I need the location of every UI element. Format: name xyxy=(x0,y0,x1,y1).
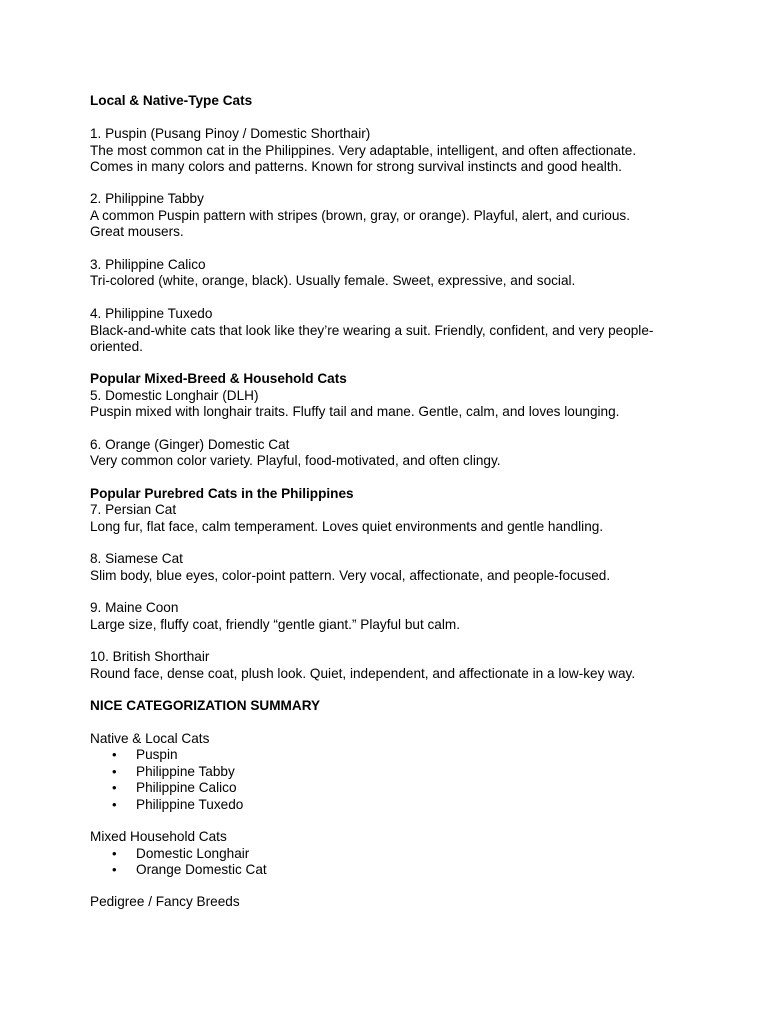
cat-title-british-shorthair: 10. British Shorthair xyxy=(90,649,210,664)
bullet-icon: • xyxy=(112,846,117,861)
cat-desc-line: A common Puspin pattern with stripes (brown, gray, or orange). Playful, alert, and curious. xyxy=(90,208,630,223)
cat-desc-line: Round face, dense coat, plush look. Quiet, independent, and affectionate in a low-key way. xyxy=(90,666,636,681)
bullet-icon: • xyxy=(112,862,117,877)
summary-list-item: Philippine Calico xyxy=(136,780,237,795)
cat-desc-line: Black-and-white cats that look like they’re wearing a suit. Friendly, confident, and very people- xyxy=(90,323,654,338)
summary-list-item: Philippine Tabby xyxy=(136,764,235,779)
section-heading-purebred: Popular Purebred Cats in the Philippines xyxy=(90,486,354,501)
summary-list-item: Orange Domestic Cat xyxy=(136,862,267,877)
cat-desc-line: Tri-colored (white, orange, black). Usually female. Sweet, expressive, and social. xyxy=(90,273,576,288)
cat-desc-line: Puspin mixed with longhair traits. Fluffy tail and mane. Gentle, calm, and loves lounging. xyxy=(90,404,620,419)
summary-list-item: Philippine Tuxedo xyxy=(136,797,244,812)
bullet-icon: • xyxy=(112,764,117,779)
cat-title-orange: 6. Orange (Ginger) Domestic Cat xyxy=(90,437,290,452)
cat-title-tabby: 2. Philippine Tabby xyxy=(90,191,204,206)
cat-title-siamese: 8. Siamese Cat xyxy=(90,551,183,566)
cat-title-persian: 7. Persian Cat xyxy=(90,502,177,517)
cat-desc-line: Very common color variety. Playful, food-motivated, and often clingy. xyxy=(90,453,501,468)
cat-desc-line: oriented. xyxy=(90,339,143,354)
cat-title-calico: 3. Philippine Calico xyxy=(90,257,206,272)
cat-desc-line: The most common cat in the Philippines. Very adaptable, intelligent, and often affectionate. xyxy=(90,143,637,158)
summary-group-label-native: Native & Local Cats xyxy=(90,731,210,746)
bullet-icon: • xyxy=(112,797,117,812)
cat-desc-line: Comes in many colors and patterns. Known for strong survival instincts and good health. xyxy=(90,159,622,174)
cat-title-puspin: 1. Puspin (Pusang Pinoy / Domestic Shorthair) xyxy=(90,126,371,141)
cat-desc-line: Large size, fluffy coat, friendly “gentle giant.” Playful but calm. xyxy=(90,617,460,632)
cat-title-maine-coon: 9. Maine Coon xyxy=(90,600,179,615)
cat-desc-line: Great mousers. xyxy=(90,224,184,239)
bullet-icon: • xyxy=(112,780,117,795)
cat-title-longhair: 5. Domestic Longhair (DLH) xyxy=(90,388,259,403)
bullet-icon: • xyxy=(112,747,117,762)
cat-desc-line: Slim body, blue eyes, color-point pattern. Very vocal, affectionate, and people-focused. xyxy=(90,568,611,583)
section-heading-mixed: Popular Mixed-Breed & Household Cats xyxy=(90,371,347,386)
summary-group-label-pedigree: Pedigree / Fancy Breeds xyxy=(90,894,240,909)
section-heading-local: Local & Native-Type Cats xyxy=(90,93,253,108)
cat-desc-line: Long fur, flat face, calm temperament. Loves quiet environments and gentle handling. xyxy=(90,519,604,534)
cat-title-tuxedo: 4. Philippine Tuxedo xyxy=(90,306,213,321)
section-heading-summary: NICE CATEGORIZATION SUMMARY xyxy=(90,698,321,713)
summary-group-label-mixed: Mixed Household Cats xyxy=(90,829,227,844)
summary-list-item: Puspin xyxy=(136,747,178,762)
summary-list-item: Domestic Longhair xyxy=(136,846,250,861)
